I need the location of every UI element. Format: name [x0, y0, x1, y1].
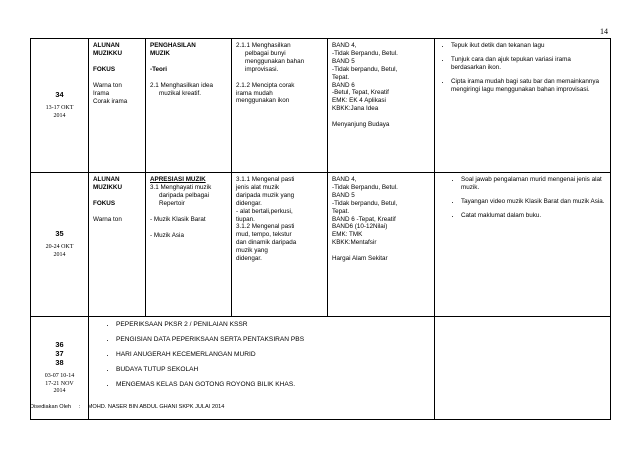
table-row: [31, 173, 611, 317]
list-item: • Tunjuk cara dan ajuk tepukan variasi irama berdasarkan ikon.: [451, 56, 606, 72]
objective-cell: 3.1.1 Mengenal pasti jenis alat muzik daripada muzik yang didengar. - alat bertali,perkusi, tiupan. 3.1.2 Mengenal pasti mud, tempo, tekstur dan dinamik daripada muzik yang didengar.: [232, 173, 328, 317]
standard-cell: PENGHASILAN MUZIK -Teori 2.1 Menghasilkan idea muzikal kreatif.: [146, 39, 232, 173]
footer-separator: :: [78, 404, 81, 410]
unit-cell: ALUNAN MUZIKKU FOKUS Warna ton Irama Corak irama: [89, 39, 146, 173]
week-dates: 03-07 10-14 17-21 NOV 2014: [44, 373, 75, 395]
list-item: • HARI ANUGERAH KECEMERLANGAN MURID: [116, 351, 430, 359]
list-item: • BUDAYA TUTUP SEKOLAH: [116, 366, 430, 374]
band-cell: BAND 4, -Tidak Berpandu, Betul. BAND 5 -Tidak berpandu, Betul, Tepat. BAND 6 -Betul, Tepat, Kreatif EMK: EK 4 Aplikasi KBKK:Jana Idea Menyanjung Budaya: [328, 39, 435, 173]
activity-cell: [435, 39, 611, 173]
week-dates: 20-24 OKT 2014: [45, 244, 74, 258]
week-number: 36 37 38: [55, 340, 64, 368]
list-item: • PENGISIAN DATA PEPERIKSAAN SERTA PENTAKSIRAN PBS: [116, 336, 430, 344]
week-number: 34: [55, 90, 64, 100]
list-item: • Tayangan video muzik Klasik Barat dan muzik Asia.: [461, 198, 606, 206]
week-number: 35: [55, 229, 64, 239]
activity-cell: [435, 173, 611, 317]
list-item: • MENGEMAS KELAS DAN GOTONG ROYONG BILIK KHAS.: [116, 381, 430, 389]
objective-cell: 2.1.1 Menghasilkan pelbagai bunyi menggunakan bahan improvisasi. 2.1.2 Mencipta corak irama mudah menggunakan ikon: [232, 39, 328, 173]
list-item: • Catat maklumat dalam buku.: [461, 212, 606, 220]
footer-text: MOHD. NASER BIN ABDUL GHANI SKPK JULAI 2014: [87, 404, 225, 410]
week-cell: [31, 173, 89, 317]
list-item: • Cipta irama mudah bagi satu bar dan memainkannya mengiringi lagu menggunakan bahan improvisasi.: [451, 78, 606, 94]
list-item: • PEPERIKSAAN PKSR 2 / PENILAIAN KSSR: [116, 321, 430, 329]
list-item: • Tepuk ikut detik dan tekanan lagu: [451, 42, 606, 50]
week-cell: [31, 39, 89, 173]
band-cell: BAND 4, -Tidak Berpandu, Betul. BAND 5 -Tidak berpandu, Betul, Tepat. BAND 6 -Tepat, Kreatif BAND6 (10-12Nilai) EMK: TMK KBKK:Mentafsir Hargai Alam Sekitar: [328, 173, 435, 317]
footer: [30, 404, 230, 410]
empty-cell: [435, 317, 611, 420]
schedule-table: [30, 38, 611, 420]
week-dates: 13-17 OKT 2014: [45, 105, 74, 119]
page-number: 14: [600, 27, 608, 36]
unit-cell: ALUNAN MUZIKKU FOKUS Warna ton: [89, 173, 146, 317]
footer-label: Disediakan Oleh: [30, 404, 72, 410]
standard-cell: APRESIASI MUZIK 3.1 Menghayati muzik daripada pelbagai Repertoir - Muzik Klasik Barat - Muzik Asia: [146, 173, 232, 317]
table-row: [31, 39, 611, 173]
list-item: • Soal jawab pengalaman murid mengenai jenis alat muzik.: [461, 176, 606, 192]
